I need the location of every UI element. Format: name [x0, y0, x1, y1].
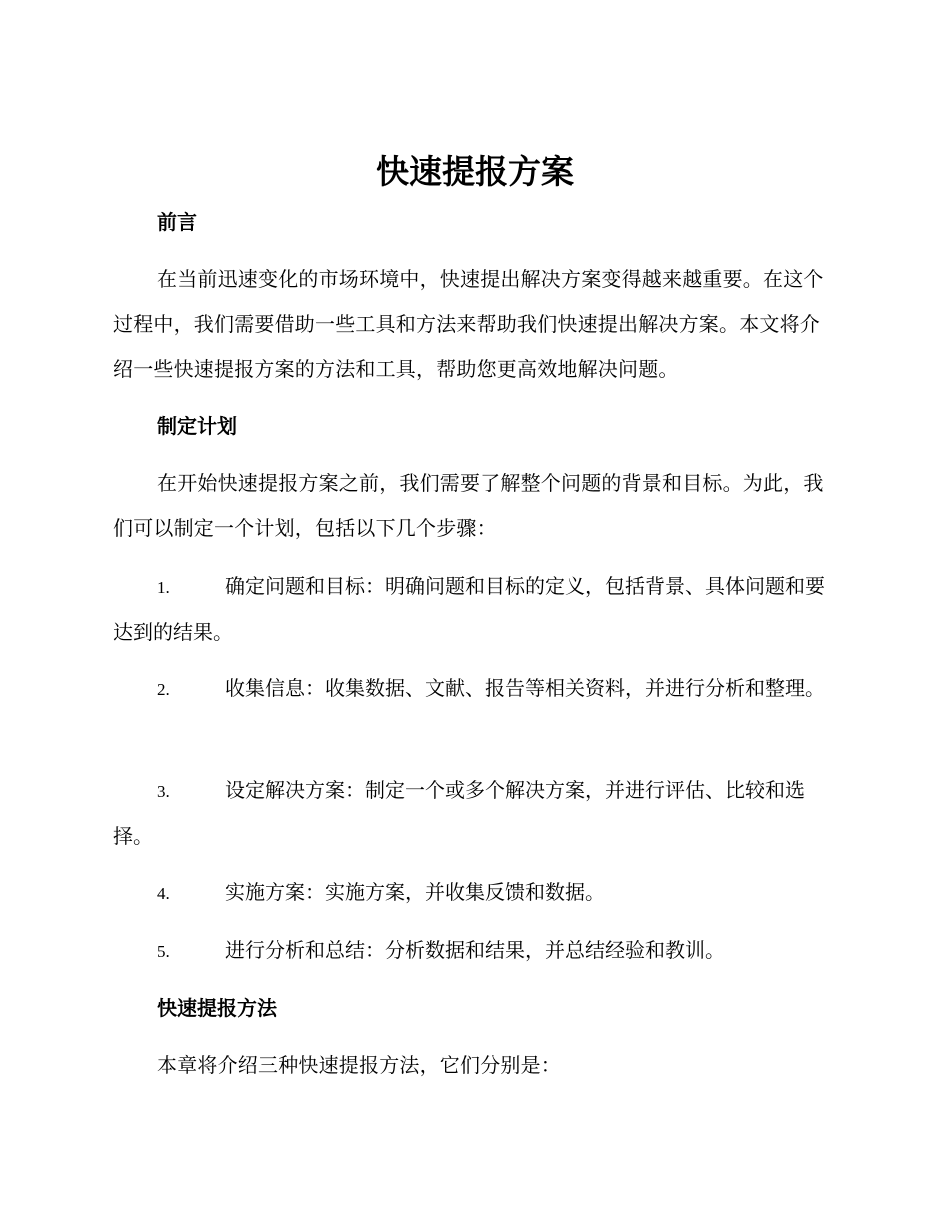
list-number: 5.	[157, 942, 170, 961]
page-title: 快速提报方案	[376, 152, 574, 191]
list-text: 确定问题和目标：明确问题和目标的定义，包括背景、具体问题和要达到的结果。	[113, 574, 825, 644]
list-number: 4.	[157, 884, 170, 903]
list-number: 1.	[157, 578, 170, 597]
list-item	[113, 564, 837, 655]
section-heading-methods: 快速提报方法	[157, 996, 277, 1020]
list-text: 设定解决方案：制定一个或多个解决方案，并进行评估、比较和选择。	[113, 778, 805, 848]
list-number: 2.	[157, 680, 170, 699]
list-item	[113, 870, 837, 916]
paragraph-methods-intro: 本章将介绍三种快速提报方法，它们分别是：	[157, 1053, 561, 1077]
list-item	[113, 928, 837, 974]
paragraph-plan-intro: 在开始快速提报方案之前，我们需要了解整个问题的背景和目标。为此，我们可以制定一个计划，包括以下几个步骤：	[113, 471, 824, 540]
list-item	[113, 768, 837, 859]
list-text: 进行分析和总结：分析数据和结果，并总结经验和教训。	[225, 938, 725, 962]
section-heading-preface: 前言	[157, 210, 197, 234]
paragraph-preface: 在当前迅速变化的市场环境中，快速提出解决方案变得越来越重要。在这个过程中，我们需要借助一些工具和方法来帮助我们快速提出解决方案。本文将介绍一些快速提报方案的方法和工具，帮助您更高效地解决问题。	[113, 267, 824, 381]
list-text: 实施方案：实施方案，并收集反馈和数据。	[225, 880, 605, 904]
section-heading-plan: 制定计划	[157, 414, 237, 438]
list-number: 3.	[157, 782, 170, 801]
list-item	[113, 666, 837, 712]
list-text: 收集信息：收集数据、文献、报告等相关资料，并进行分析和整理。	[225, 676, 825, 700]
